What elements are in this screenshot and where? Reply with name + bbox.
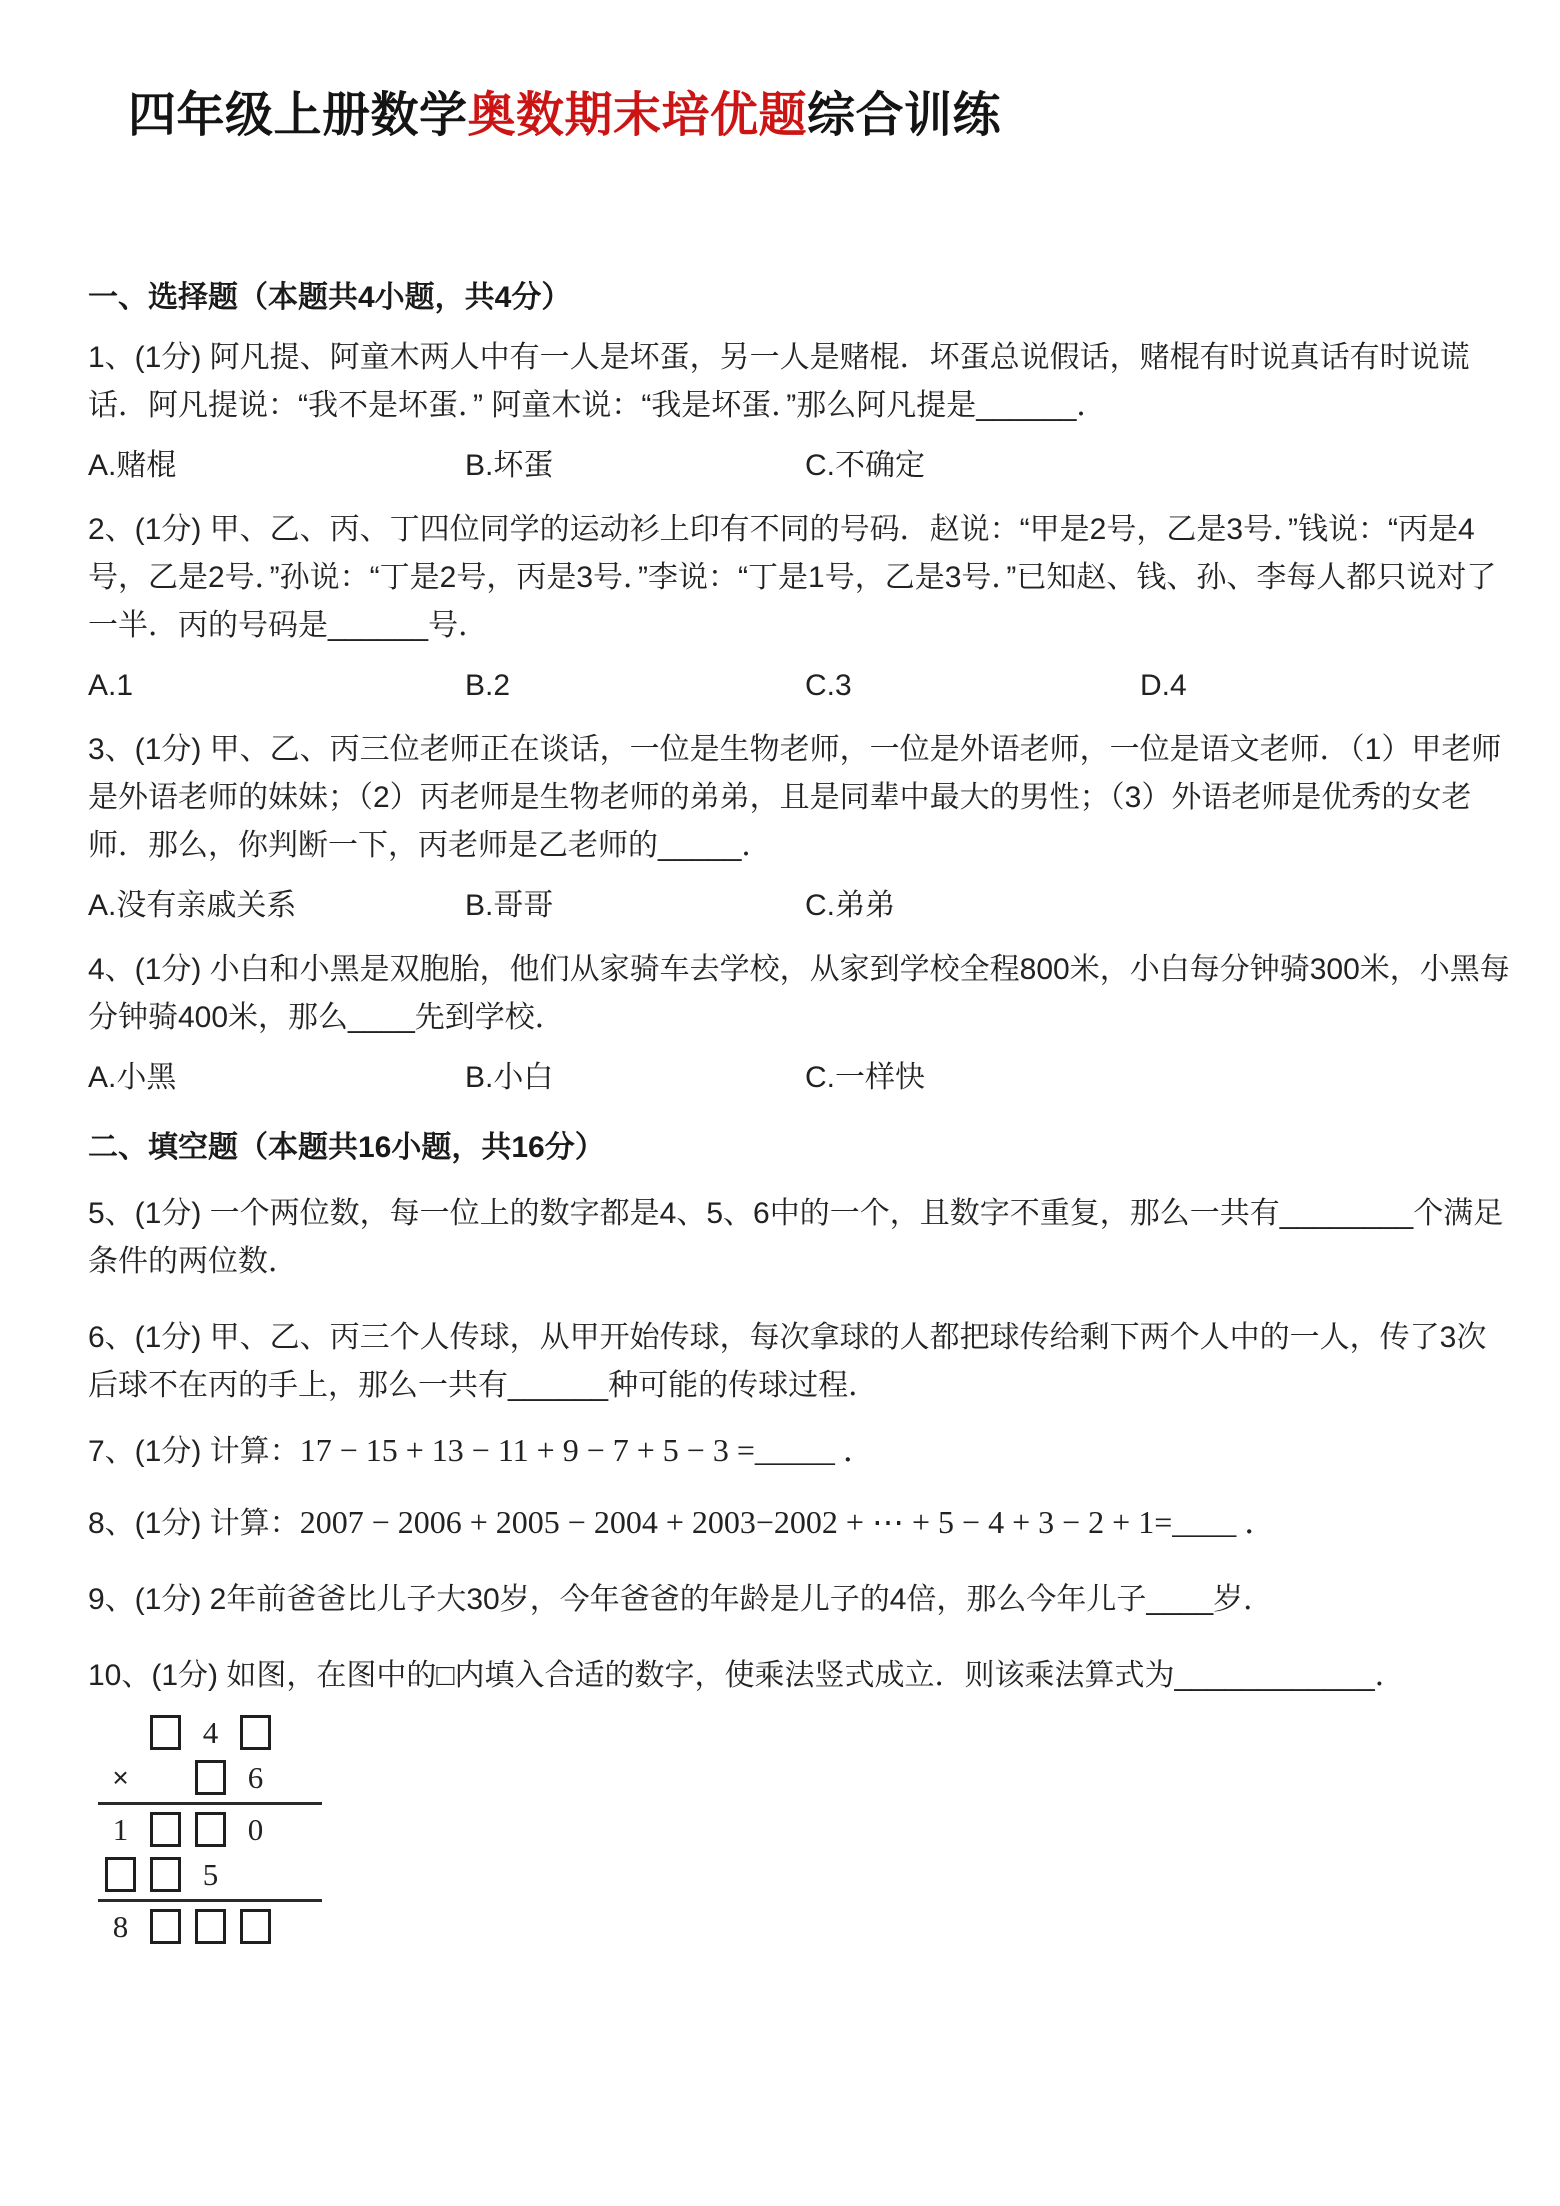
square-box-icon: [150, 1909, 181, 1944]
square-box-icon: [195, 1760, 226, 1795]
blank-box: [233, 1715, 278, 1750]
title-part-highlight: 奥数期末培优题: [467, 89, 808, 142]
question-7-text: [88, 1426, 1512, 1476]
question-1-option-a: A.赌棍: [88, 449, 177, 482]
blank-box: [143, 1909, 188, 1944]
question-10: [88, 1652, 1512, 1700]
question-8-label: 8、(1分) 计算：: [88, 1507, 300, 1540]
square-box-icon: [150, 1812, 181, 1847]
blank-box: [188, 1760, 233, 1795]
question-7-expression: 17 − 15 + 13 − 11 + 9 − 7 + 5 − 3 =: [299, 1432, 755, 1468]
product-digit: 8: [112, 1908, 129, 1944]
question-2-option-b: B.2: [465, 669, 511, 702]
multiply-sign-icon: ×: [112, 1761, 129, 1793]
blank-box: [143, 1715, 188, 1750]
question-2-option-c: C.3: [805, 669, 852, 702]
question-3-option-b: B.哥哥: [465, 889, 554, 922]
question-7-label: 7、(1分) 计算：: [88, 1435, 300, 1468]
question-8-text: [88, 1498, 1512, 1548]
question-3-options: [88, 882, 1512, 930]
question-9: [88, 1576, 1512, 1624]
partial2-digit: 5: [202, 1856, 219, 1892]
question-8: [88, 1498, 1512, 1548]
question-2-options: [88, 662, 1512, 710]
question-3-option-c: C.弟弟: [805, 889, 895, 922]
question-7-blank: _____ ．: [754, 1432, 875, 1468]
blank-box: [143, 1812, 188, 1847]
blank-box: [188, 1812, 233, 1847]
square-box-icon: [195, 1812, 226, 1847]
multiplier-digit: 6: [247, 1759, 264, 1795]
question-4-option-c: C.一样快: [805, 1061, 925, 1094]
square-box-icon: [150, 1715, 181, 1750]
question-2-option-a: A.1: [88, 669, 134, 702]
multiplicand-digit: 4: [202, 1714, 219, 1750]
square-box-icon: [240, 1715, 271, 1750]
question-5: [88, 1190, 1512, 1286]
partial-product-1-row: [98, 1807, 326, 1852]
partial1-digit: 1: [112, 1811, 129, 1847]
question-4-option-b: B.小白: [465, 1061, 554, 1094]
question-8-expression: 2007 − 2006 + 2005 − 2004 + 2003−2002 + ⋯ + 5 − 4 + 3 − 2 + 1=: [299, 1504, 1173, 1540]
multiplier-row: [98, 1755, 326, 1800]
square-box-icon: [195, 1909, 226, 1944]
section1-heading: 一、选择题（本题共4小题，共4分）: [88, 281, 572, 314]
question-4: [88, 946, 1512, 1102]
question-3-text: 3、(1分) 甲、乙、丙三位老师正在谈话，一位是生物老师，一位是外语老师，一位是语文老师．（1）甲老师是外语老师的妹妹；（2）丙老师是生物老师的弟弟，且是同辈中最大的男性；（3）外语老师是优秀的女老师．那么，你判断一下，丙老师是乙老师的_____．: [88, 733, 1502, 862]
question-10-text: 10、(1分) 如图，在图中的□内填入合适的数字，使乘法竖式成立．则该乘法算式为____________．: [88, 1659, 1405, 1692]
question-1-text: 1、(1分) 阿凡提、阿童木两人中有一人是坏蛋，另一人是赌棍．坏蛋总说假话，赌棍有时说真话有时说谎话．阿凡提说：“我不是坏蛋．” 阿童木说：“我是坏蛋．”那么阿凡提是______．: [88, 341, 1470, 422]
question-8-blank: ____ ．: [1172, 1504, 1277, 1540]
blank-box: [233, 1909, 278, 1944]
partial-product-2-row: [98, 1852, 326, 1897]
question-9-text: 9、(1分) 2年前爸爸比儿子大30岁，今年爸爸的年龄是儿子的4倍，那么今年儿子____岁．: [88, 1583, 1274, 1616]
question-4-option-a: A.小黑: [88, 1061, 177, 1094]
question-6: [88, 1314, 1512, 1410]
question-2-text: 2、(1分) 甲、乙、丙、丁四位同学的运动衫上印有不同的号码．赵说：“甲是2号，乙是3号．”钱说：“丙是4号，乙是2号．”孙说：“丁是2号，丙是3号．”李说：“丁是1号，乙是3号．”已知赵、钱、孙、李每人都只说对了一半．丙的号码是______号．: [88, 513, 1497, 642]
question-3-option-a: A.没有亲戚关系: [88, 889, 297, 922]
blank-box: [143, 1857, 188, 1892]
question-1: [88, 334, 1512, 490]
square-box-icon: [150, 1857, 181, 1892]
square-box-icon: [240, 1909, 271, 1944]
question-1-option-c: C.不确定: [805, 449, 925, 482]
question-2: [88, 506, 1512, 710]
multiplicand-row: [98, 1710, 326, 1755]
question-1-options: [88, 442, 1512, 490]
question-6-text: 6、(1分) 甲、乙、丙三个人传球，从甲开始传球，每次拿球的人都把球传给剩下两个人中的一人，传了3次后球不在丙的手上，那么一共有______种可能的传球过程．: [88, 1321, 1487, 1402]
product-row: [98, 1904, 326, 1949]
question-5-text: 5、(1分) 一个两位数，每一位上的数字都是4、5、6中的一个，且数字不重复，那么一共有________个满足条件的两位数．: [88, 1197, 1504, 1278]
blank-box: [98, 1857, 143, 1892]
question-2-option-d: D.4: [1140, 669, 1187, 702]
title-part-2: 综合训练: [807, 89, 1002, 142]
question-4-options: [88, 1054, 1512, 1102]
worksheet-content: [88, 278, 1512, 1949]
question-7: [88, 1426, 1512, 1476]
multiplication-diagram: [98, 1710, 326, 1949]
question-4-text: 4、(1分) 小白和小黑是双胞胎，他们从家骑车去学校，从家到学校全程800米，小白每分钟骑300米，小黑每分钟骑400米，那么____先到学校．: [88, 953, 1510, 1034]
blank-box: [188, 1909, 233, 1944]
question-1-option-b: B.坏蛋: [465, 449, 554, 482]
partial1-digit: 0: [247, 1811, 264, 1847]
page-title: [128, 86, 1560, 146]
section2-heading: 二、填空题（本题共16小题，共16分）: [88, 1131, 605, 1164]
square-box-icon: [105, 1857, 136, 1892]
question-3: [88, 726, 1512, 930]
title-part-1: 四年级上册数学: [128, 89, 468, 142]
